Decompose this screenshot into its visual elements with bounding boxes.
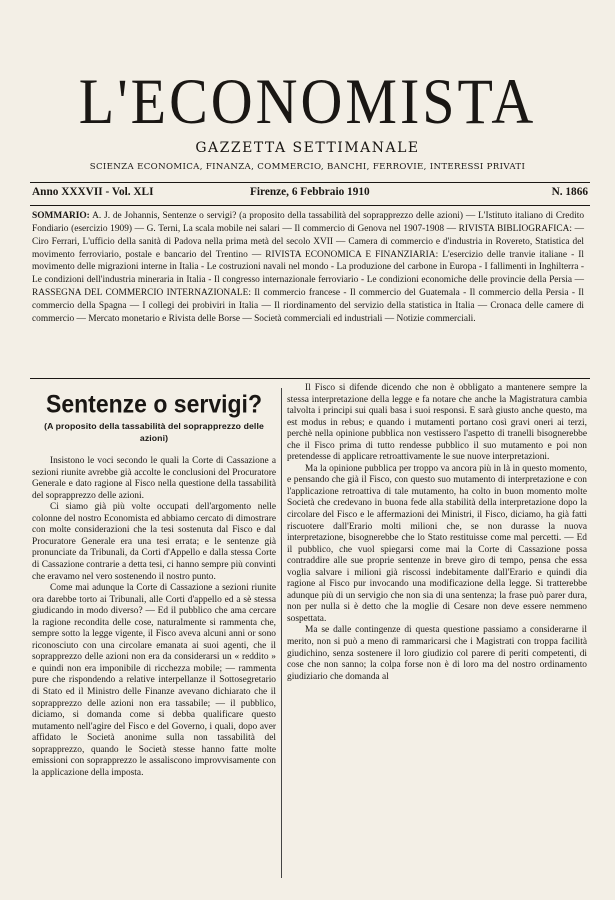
issue-number: N. 1866 <box>551 186 588 198</box>
paragraph: Come mai adunque la Corte di Cassazione a sezioni riunite ora darebbe torto ai Tribunali, alle Corti d'appello ed a sè stessa giudicando in modo diverso? — Ed il pubblico che ama cercare la ragione recondita delle cose, naturalmente si rammenta che, sempre sotto la legge vigente, il Fisco aveva alcuni anni or sono riconosciuto con una circolare emanata ai suoi agenti, che il soprapprezzo delle azioni non era da considerarsi un « reddito » e quindi non era imponibile di ricchezza mobile; — rammenta pure che rispondendo a relative interpellanze il Sottosegretario di Stato ed il Ministro delle Finanze avevano dichiarato che il soprapprezzo delle azioni non era tassabile; — il pubblico, diciamo, si domanda come si debba qualificare questo mutamento nell'agire del Fisco e del Governo, i quali, dopo aver affidato le Società anonime sulla non tassabilità del soprapprezzo, quando le Società stesse hanno fatte molte emissioni con soprapprezzo le assaliscono improvvisamente con la applicazione della imposta. <box>32 583 276 778</box>
newspaper-title: L'ECONOMISTA <box>78 64 537 138</box>
paragraph: Ma se dalle contingenze di questa questione passiamo a considerarne il merito, non si può a meno di rammaricarsi che i Magistrati con troppa facilità giudichino, senza sostenere il loro giudizio col parere di periti competenti, di cose che non sanno; la colpa forse non è di loro ma del nostro ordinamento giudiziario che domanda al <box>287 625 587 682</box>
summary-rule <box>30 378 590 379</box>
paragraph: Ma la opinione pubblica per troppo va ancora più in là in questo momento, e pensando che già il Fisco, con questo suo mutamento di interpretazione e con l'applicazione retroattiva di tale mutamento, ha colto in buon momento molte Società che credevano in buona fede alla stabilità della interpretazione dopo la circolare del Fisco e le affermazioni dei Ministri, il Fisco, diciamo, ha già fatti riscuotere dall'Erario molti milioni che, se non durasse la nuova interpretazione, bisognerebbe che lo Stato restituisse come mal percetti. — Ed il pubblico, che vuol spiegarsi come mai la Corte di Cassazione possa contraddire alle sue proprie sentenze in breve giro di tempo, pensa che essa voglia salvare i milioni già riscossi indebitamente dall'Erario e quindi dia ragione al Fisco pur invocando una modificazione della legge. Si tratterebbe adunque più di un servigio che non sia di una sentenza; la frase può parer dura, non per nulla si è detto che la moglie di Cesare non deve essere nemmeno sospettata. <box>287 463 587 624</box>
article-title: Sentenze o servigi? <box>45 389 262 419</box>
article-subtitle: (A proposito della tassabilità del soprapprezzo delle azioni) <box>44 421 264 443</box>
issue-volume: Anno XXXVII - Vol. XLI <box>32 186 154 198</box>
paragraph: Il Fisco si difende dicendo che non è obbligato a mantenere sempre la stessa interpretazione della legge e fa notare che anche la Magistratura cambia talvolta i principi sui quali basa i suoi responsi. E sarà giusto anche questo, ma est modus in rebus; e quando i mutamenti portano così gravi oneri ai terzi, perchè nella opinione pubblica non vestissero l'aspetto di tranelli bisognerebbe che il Fisco prima di tutto rendesse pubblico il suo mutamento e poi non pretendesse di applicare retroattivamente le sue nuove interpretazioni. <box>287 383 587 463</box>
right-column <box>287 383 587 683</box>
summary-text: A. J. de Johannis, Sentenze o servigi? (a proposito della tassabilità del soprapprezzo delle azioni) — L'Istituto italiano di Credito Fondiario (esercizio 1909) — G. Terni, La scala mobile nei salari — Il commercio di Genova nel 1907-1908 — RIVISTA BIBLIOGRAFICA: — Ciro Ferrari, L'ufficio della sanità di Padova nella prima metà del secolo XVII — Camera di commercio e d'industria in Rovereto, Statistica del movimento ferroviario, postale e bancario del Trentino — RIVISTA ECONOMICA E FINANZIARIA: L'esercizio delle tranvie italiane - Il movimento delle migrazioni interne in Italia - Le costruzioni navali nel mondo - La produzione del carbone in Europa - I fallimenti in Inghilterra - Le condizioni dell'industria mineraria in Italia - Il congresso internazionale ferroviario - Le condizioni economiche delle provincie della Persia — RASSEGNA DEL COMMERCIO INTERNAZIONALE: Il commercio francese - Il commercio del Guatemala - Il commercio della Persia - Il commercio della Spagna — I collegi dei probiviri in Italia — Il riordinamento del servizio della statistica in Italia — Cronaca delle camere di commercio — Mercato monetario e Rivista delle Borse — Società commerciali ed industriali — Notizie commerciali. <box>32 211 585 324</box>
issue-line <box>32 186 588 204</box>
summary <box>32 210 584 326</box>
newspaper-subtitle: GAZZETTA SETTIMANALE <box>195 140 420 156</box>
left-column <box>32 383 276 779</box>
masthead <box>24 64 591 172</box>
newspaper-tagline: SCIENZA ECONOMICA, FINANZA, COMMERCIO, BANCHI, FERROVIE, INTERESSI PRIVATI <box>89 162 526 172</box>
summary-lead: SOMMARIO: <box>32 211 90 221</box>
issue-rule <box>30 205 590 206</box>
top-rule <box>30 182 590 183</box>
paragraph: Ci siamo già più volte occupati dell'argomento nelle colonne del nostro Economista ed abbiamo cercato di dimostrare con molte considerazioni che la tesi sostenuta dal Fisco e dal Procuratore Generale era una tesi errata; e le sentenze già pronunciate da Tribunali, da Corti d'Appello e dalla stessa Corte di Cassazione contrarie a detta tesi, ci hanno sempre più convinti che eravamo nel vero sostenendo il nostro punto. <box>32 502 276 582</box>
paragraph: Insistono le voci secondo le quali la Corte di Cassazione a sezioni riunite avrebbe già accolte le conclusioni del Procuratore Generale e dato ragione al Fisco nella questione della tassabilità del soprapprezzo delle azioni. <box>32 456 276 501</box>
issue-place-date: Firenze, 6 Febbraio 1910 <box>250 186 370 198</box>
column-divider <box>281 388 282 878</box>
